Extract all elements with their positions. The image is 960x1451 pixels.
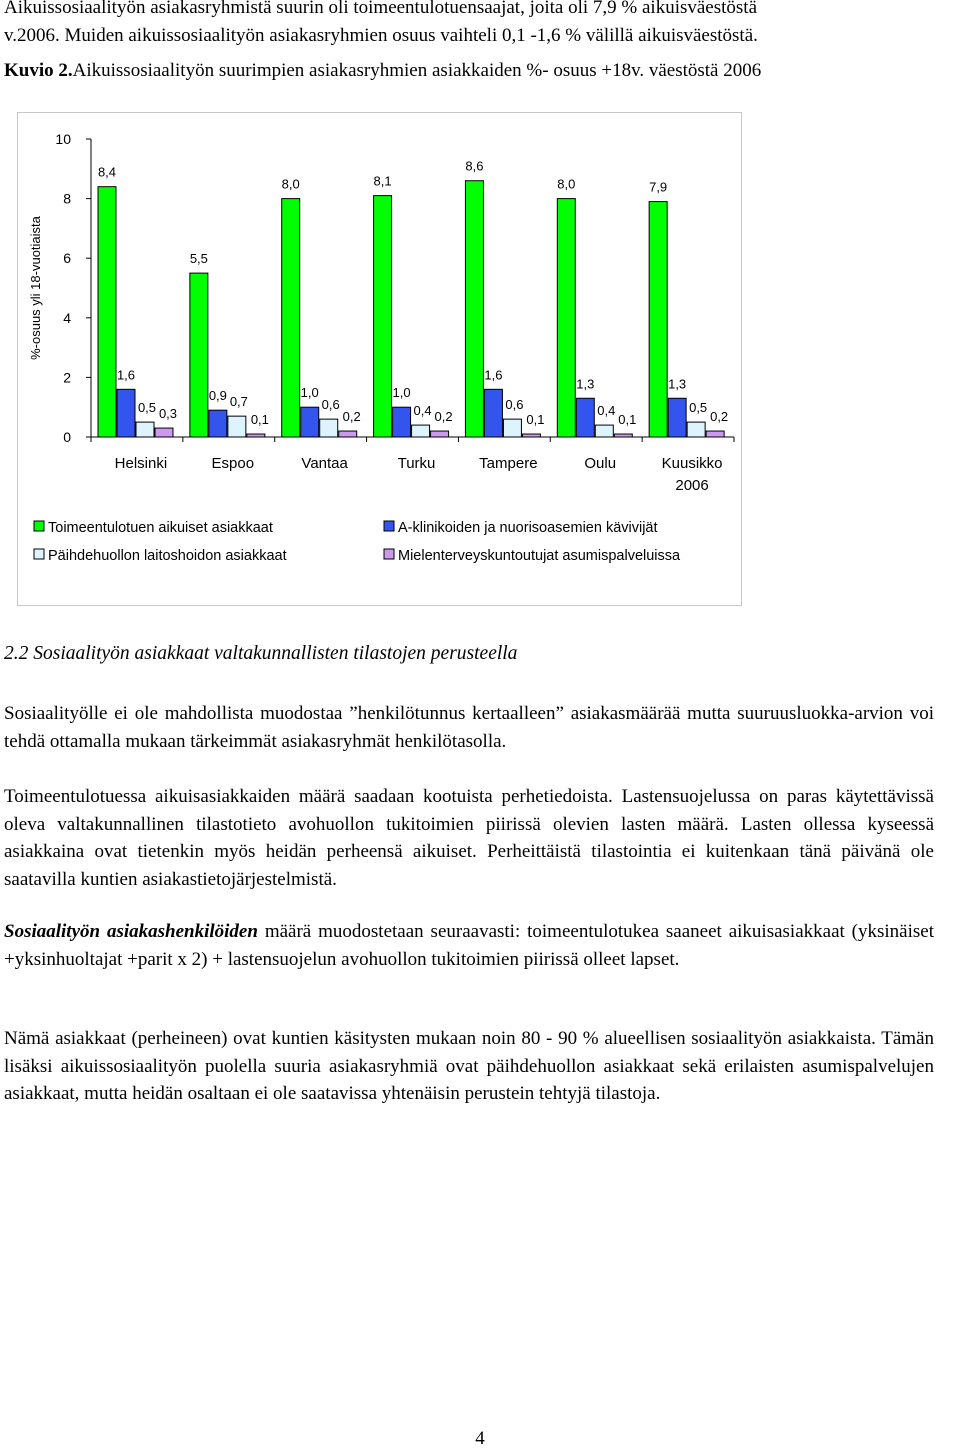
category-label: Helsinki xyxy=(114,455,168,472)
bar xyxy=(209,410,227,437)
intro-paragraph xyxy=(4,0,934,49)
bar xyxy=(614,434,632,437)
paragraph-3-emphasis: Sosiaalityön asiakashenkilöiden xyxy=(4,921,258,942)
bar xyxy=(282,199,300,437)
chart-frame xyxy=(17,112,742,606)
y-tick-label: 6 xyxy=(63,250,71,267)
y-axis-label: %-osuus yli 18-vuotiaista xyxy=(28,216,43,360)
category-label: Espoo xyxy=(211,455,255,472)
bar xyxy=(374,196,392,437)
bar xyxy=(339,431,357,437)
legend-swatch xyxy=(384,521,394,531)
bar xyxy=(228,416,246,437)
bar xyxy=(393,407,411,437)
data-label: 0,5 xyxy=(137,400,157,416)
legend-swatch xyxy=(34,549,44,559)
page-number: 4 xyxy=(475,1428,485,1449)
data-label: 0,2 xyxy=(342,409,361,425)
bar-chart xyxy=(18,113,741,605)
data-label: 7,9 xyxy=(649,179,668,195)
legend-label: A-klinikoiden ja nuorisoasemien kävivijät xyxy=(398,520,658,536)
paragraph-1: Sosiaalityölle ei ole mahdollista muodostaa ”henkilötunnus kertaalleen” asiakasmäärää mutta suuruusluokka-arvion voi tehdä ottamalla mukaan tärkeimmät asiakasryhmät henkilötasolla. xyxy=(4,703,934,752)
category-label: Tampere xyxy=(479,455,538,472)
legend-swatch xyxy=(34,521,44,531)
bar xyxy=(247,434,265,437)
bar xyxy=(431,431,449,437)
bar xyxy=(117,389,135,437)
bar xyxy=(706,431,724,437)
bar xyxy=(301,407,319,437)
bar xyxy=(98,187,116,437)
category-label: 2006 xyxy=(675,477,709,494)
data-label: 8,0 xyxy=(281,176,300,192)
data-label: 0,6 xyxy=(321,397,340,413)
data-label: 0,3 xyxy=(158,406,178,422)
data-label: 0,5 xyxy=(689,400,708,416)
category-label: Oulu xyxy=(584,455,617,472)
data-label: 0,6 xyxy=(505,397,524,413)
bar xyxy=(576,398,594,437)
bar xyxy=(503,419,521,437)
data-label: 8,6 xyxy=(465,158,484,174)
bar xyxy=(465,181,483,437)
bar xyxy=(190,273,208,437)
legend-label: Mielenterveyskuntoutujat asumispalveluissa xyxy=(398,548,681,564)
legend-label: Päihdehuollon laitoshoidon asiakkaat xyxy=(48,548,287,564)
legend-swatch xyxy=(384,549,394,559)
figure-caption-label: Kuvio 2. xyxy=(4,60,73,81)
data-label: 0,4 xyxy=(597,403,616,419)
bar xyxy=(320,419,338,437)
data-label: 0,2 xyxy=(710,409,729,425)
y-tick-label: 4 xyxy=(63,309,71,326)
bar xyxy=(668,398,686,437)
paragraph-2: Toimeentulotuessa aikuisasiakkaiden määrä saadaan kootuista perhetiedoista. Lastensuojelussa on paras käytettävissä oleva valtakunnallinen tilastotieto avohuollon tukitoimien piirissä olevien lasten määrä. Lasten ollessa kyseessä asiakkaina ovat tietenkin myös heidän perheensä aikuiset. Perheittäistä tilastointia ei kuitenkaan tänä päivänä ole saatavilla kuntien asiakastietojärjestelmistä. xyxy=(4,786,934,890)
data-label: 8,4 xyxy=(97,164,117,180)
bar xyxy=(522,434,540,437)
bar xyxy=(412,425,430,437)
figure-caption-text: Aikuissosiaalityön suurimpien asiakasryhmien asiakkaiden %- osuus +18v. väestöstä 2006 xyxy=(72,60,762,81)
data-label: 0,1 xyxy=(250,412,269,428)
data-label: 8,0 xyxy=(557,176,576,192)
y-tick-label: 0 xyxy=(63,429,71,445)
intro-line-2: v.2006. Muiden aikuissosiaalityön asiakasryhmien osuus vaihteli 0,1 -1,6 % välillä aikuisväestöstä. xyxy=(4,24,758,46)
legend-label: Toimeentulotuen aikuiset asiakkaat xyxy=(48,520,273,536)
y-tick-label: 8 xyxy=(63,190,71,207)
y-tick-label: 2 xyxy=(63,369,71,386)
data-label: 0,2 xyxy=(434,409,453,425)
y-tick-label: 10 xyxy=(55,131,71,147)
paragraph-3 xyxy=(4,918,934,973)
bar xyxy=(484,389,502,437)
category-label: Vantaa xyxy=(301,455,348,472)
data-label: 0,4 xyxy=(413,403,432,419)
data-label: 0,1 xyxy=(618,412,637,428)
bar xyxy=(155,428,173,437)
data-label: 0,1 xyxy=(526,412,545,428)
data-label: 1,3 xyxy=(668,376,687,392)
data-label: 8,1 xyxy=(373,173,392,189)
figure-caption xyxy=(4,57,934,85)
bar xyxy=(557,199,575,437)
section-heading: 2.2 Sosiaalityön asiakkaat valtakunnallisten tilastojen perusteella xyxy=(4,643,518,664)
bar xyxy=(595,425,613,437)
bar xyxy=(136,422,154,437)
data-label: 0,9 xyxy=(208,388,227,404)
category-label: Turku xyxy=(397,455,436,472)
data-label: 1,0 xyxy=(392,385,411,401)
data-label: 5,5 xyxy=(189,251,208,267)
data-label: 0,7 xyxy=(229,394,248,410)
data-label: 1,6 xyxy=(116,367,136,383)
data-label: 1,3 xyxy=(576,376,595,392)
data-label: 1,0 xyxy=(300,385,319,401)
paragraph-4: Nämä asiakkaat (perheineen) ovat kuntien käsitysten mukaan noin 80 - 90 % alueellisen sosiaalityön asiakkaista. Tämän lisäksi aikuissosiaalityön puolella suuria asiakasryhmiä ovat päihdehuollon asiakkaat sekä erilaisten asumispalvelujen asiakkaat, mutta heidän osaltaan ei ole saatavissa yhtenäisin perustein tehtyjä tilastoja. xyxy=(4,1028,934,1104)
paragraph-3-rest: määrä muodostetaan seuraavasti: toimeentulotukea saaneet aikuisasiakkaat (yksinäiset +yksinhuoltajat +parit x 2) + lastensuojelun avohuollon tukitoimien piirissä olleet lapset. xyxy=(4,921,934,970)
data-label: 1,6 xyxy=(484,367,503,383)
bar xyxy=(649,202,667,437)
category-label: Kuusikko xyxy=(661,455,723,472)
bar xyxy=(687,422,705,437)
intro-line-1: Aikuissosiaalityön asiakasryhmistä suurin oli toimeentulotuensaajat, joita oli 7,9 % aikuisväestöstä xyxy=(4,0,758,18)
